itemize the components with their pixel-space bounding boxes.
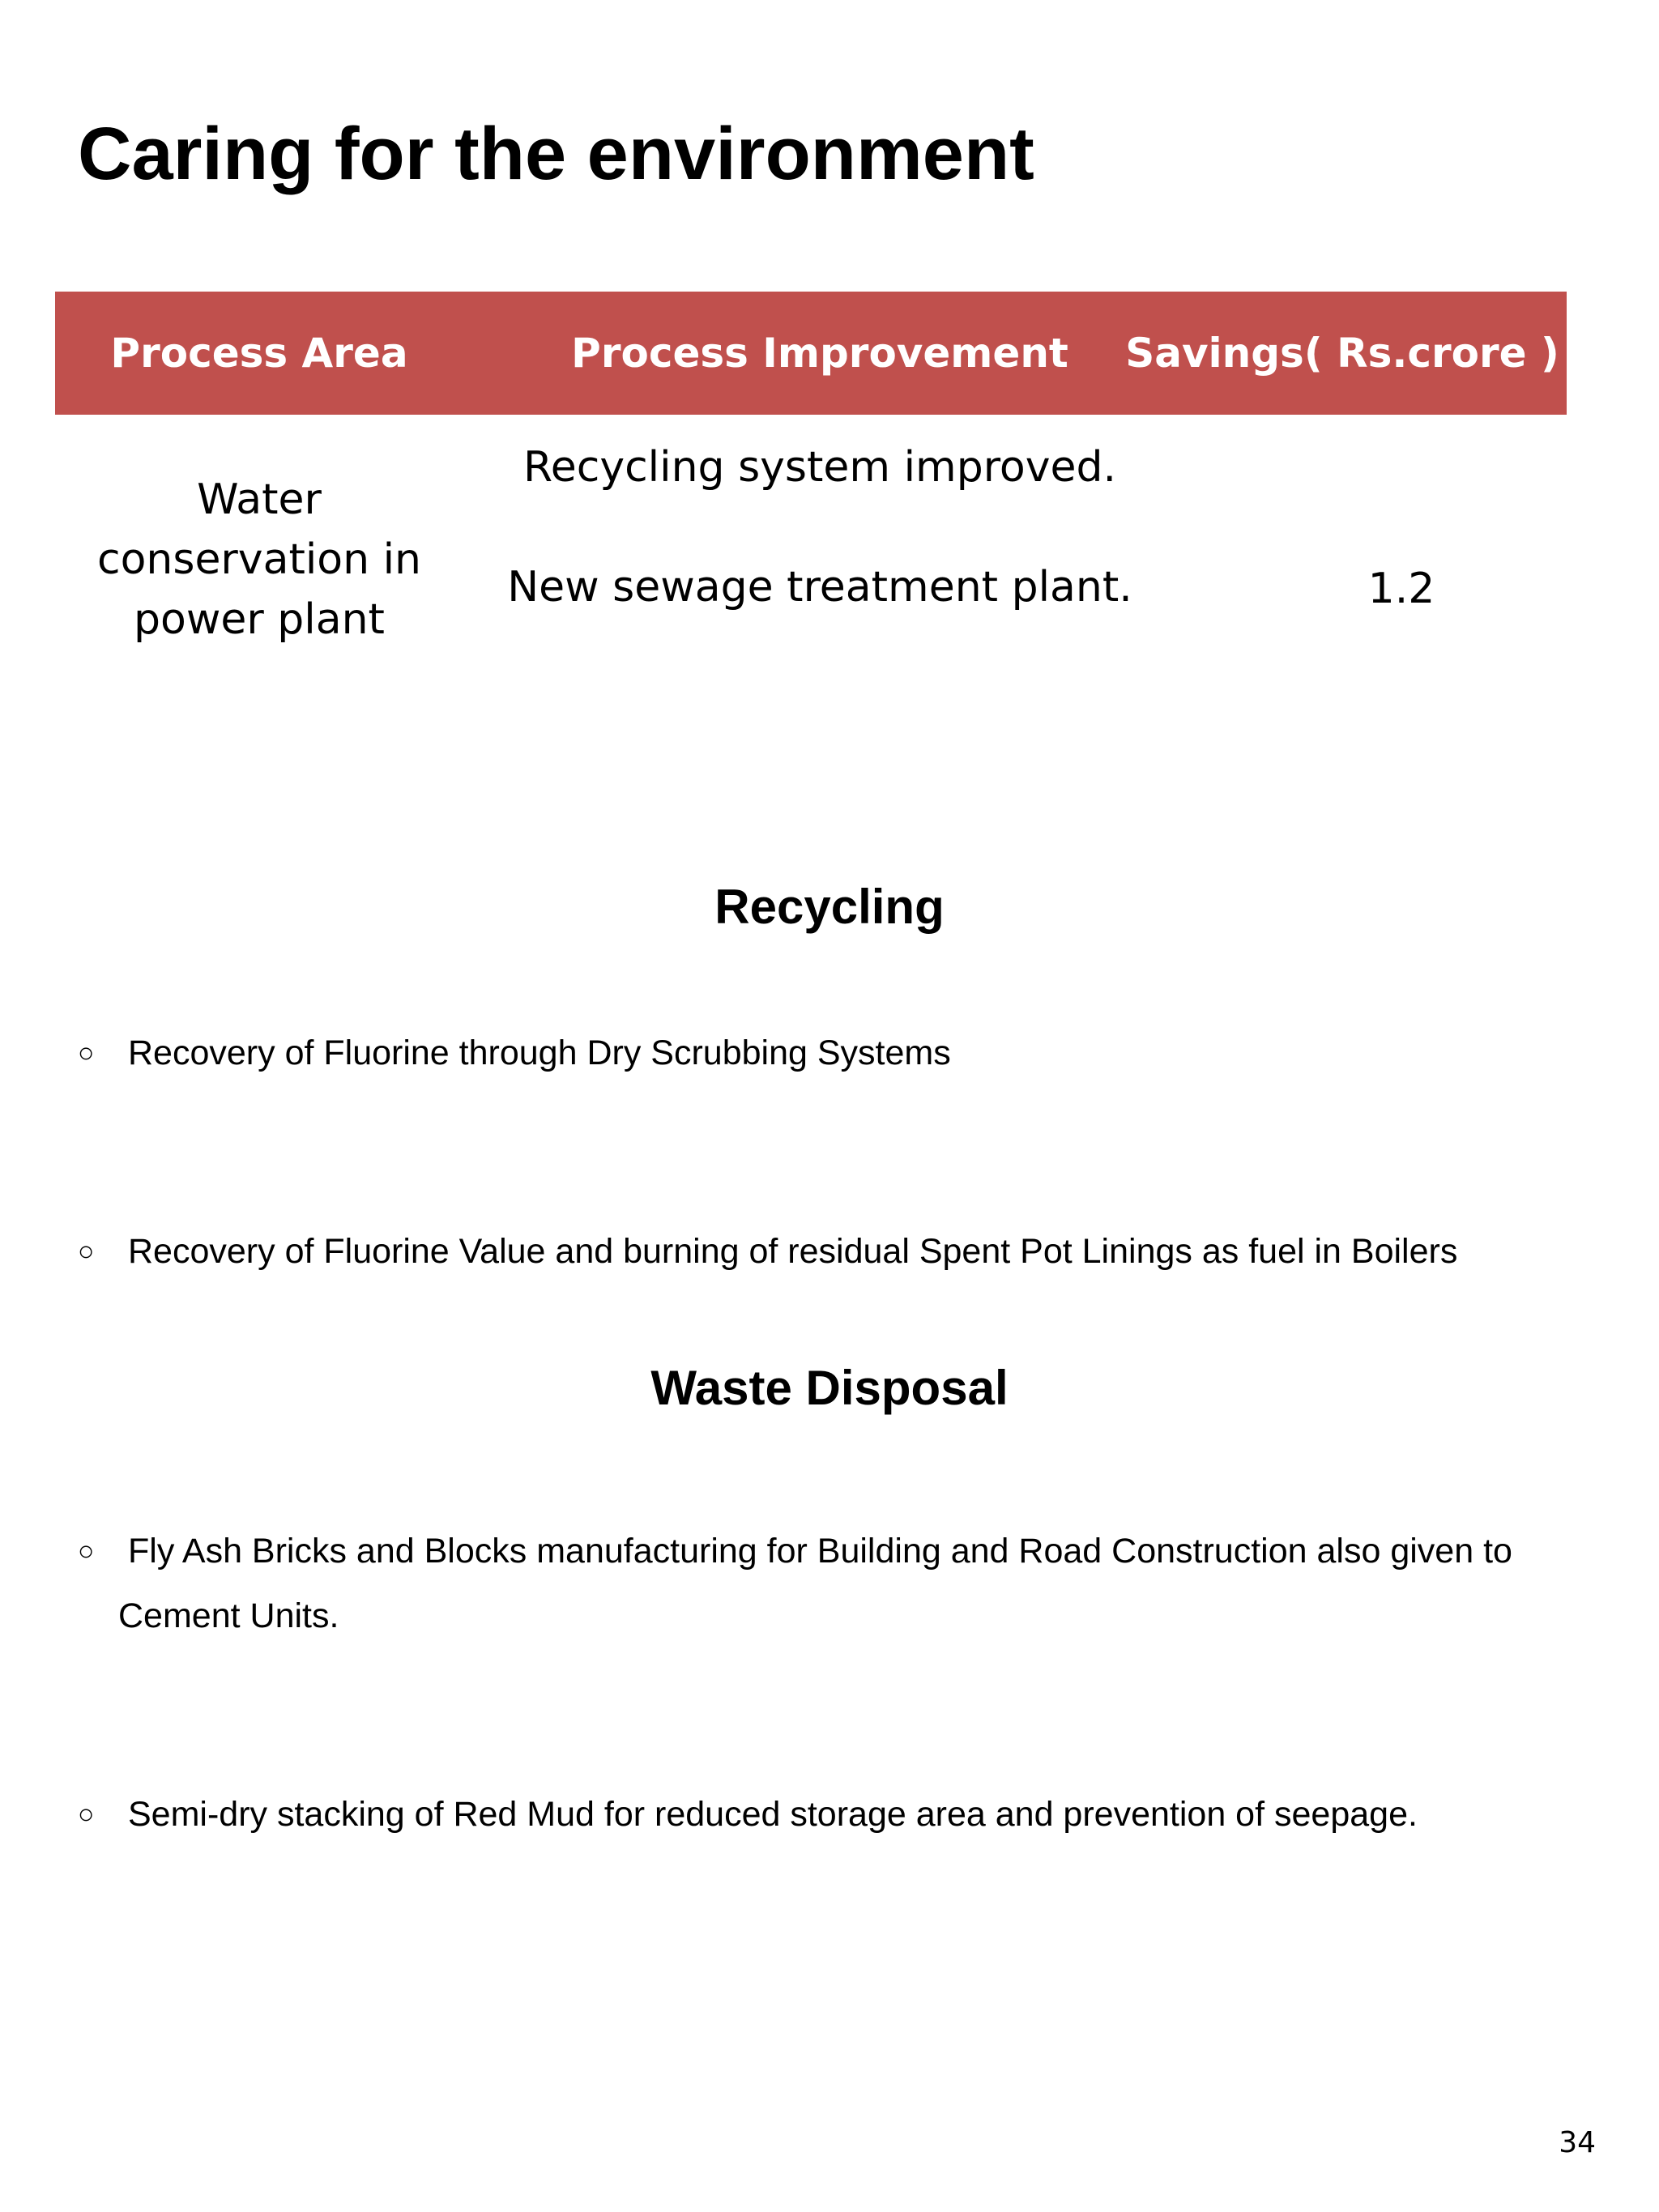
column-header-process-area: Process Area — [110, 330, 408, 377]
table-header-row — [55, 292, 1567, 415]
section-heading-waste-disposal: Waste Disposal — [650, 1361, 1009, 1415]
column-header-process-improvement: Process Improvement — [571, 330, 1068, 377]
list-item-text: Recovery of Fluorine through Dry Scrubbing Systems — [128, 1034, 951, 1072]
bullet-circle-icon: ○ — [78, 1038, 95, 1068]
improvement-item: Recycling system improved. — [522, 443, 1117, 492]
list-item — [78, 1219, 1617, 1284]
list-item — [78, 1021, 1617, 1085]
bullet-circle-icon: ○ — [78, 1236, 95, 1267]
list-item-text: Semi-dry stacking of Red Mud for reduced storage area and prevention of seepage. — [128, 1795, 1418, 1834]
cell-process-area: Water conservation in power plant — [96, 475, 421, 644]
cell-process-improvement — [463, 437, 1176, 617]
improvement-item: New sewage treatment plant. — [507, 563, 1132, 612]
list-item — [78, 1782, 1617, 1847]
list-item-text: Fly Ash Bricks and Blocks manufacturing for Building and Road Construction also given to — [128, 1532, 1512, 1571]
column-header-savings: Savings( Rs.crore ) — [1125, 330, 1559, 377]
cell-savings: 1.2 — [1367, 565, 1435, 613]
section-heading-recycling: Recycling — [714, 880, 945, 934]
page-title: Caring for the environment — [78, 113, 1034, 195]
list-item — [78, 1519, 1617, 1648]
page-number: 34 — [1559, 2126, 1596, 2159]
list-item-text: Recovery of Fluorine Value and burning of residual Spent Pot Linings as fuel in Boilers — [128, 1232, 1458, 1271]
bullet-circle-icon: ○ — [78, 1536, 95, 1566]
list-item-text-continued: Cement Units. — [118, 1596, 339, 1635]
bullet-circle-icon: ○ — [78, 1799, 95, 1830]
